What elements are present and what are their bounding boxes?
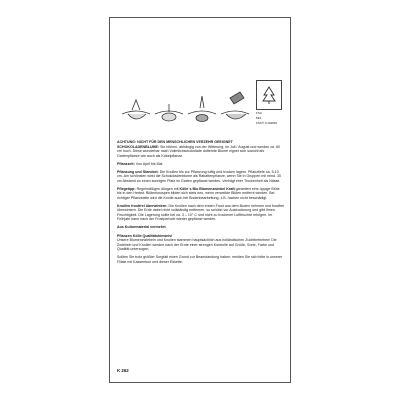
quality-paragraph (117, 234, 284, 252)
care-label: Pflegetipp: (117, 186, 136, 191)
planting-text: Die Knollen bis zur Pflanzung luftig und trocken lagern. Pflanztiefe ca. 5-10 cm. Am schönsten wirkt die Schokoladenblume als Rabattenpflanze, wenn Sie in Gruppen mit mind. 30 cm Abstand an einen sonnigen Platz im Garten gepflanzt werden. Verträgt eher Trockenheit als Nässe. (117, 169, 282, 183)
planting-steps-illustration (122, 80, 277, 132)
winter-paragraph (117, 204, 284, 222)
label-text (117, 140, 284, 268)
fsc-mix: MIX (256, 116, 262, 120)
care-text-1: Regelmäßiges düngen mit (135, 186, 180, 191)
planting-label: Pflanzung und Standort: (117, 169, 159, 174)
quality-heading: Pflanzen Kölle Qualitätshinweis! (117, 233, 173, 238)
care-paragraph (117, 187, 284, 201)
culture-note-text: Aus Kulturmaterial vermehrt. (117, 225, 167, 230)
fsc-logo (256, 80, 282, 134)
culture-note (117, 225, 284, 230)
warning-paragraph (117, 140, 284, 158)
winter-label: Knollen frostfrei überwintern: (117, 203, 168, 208)
planting-paragraph (117, 170, 284, 184)
fsc-tree-icon (256, 80, 282, 110)
care-product: Kölle´s Bio Blumenzwiebel Kraft (179, 186, 235, 191)
planting-time-label: Pflanzzeit: (117, 161, 135, 166)
fsc-label: FSC (256, 111, 262, 115)
complaint-text: Sollten Sie trotz größter Sorgfalt einen Grund zur Beanstandung haben, melden Sie sich bitte in unserer Filiale mit Kassenbon und dieser Etikette. (117, 255, 283, 264)
article-code: K 262 (117, 368, 129, 373)
label-card (109, 17, 291, 383)
planting-time-text: Von April bis Mai. (134, 161, 164, 166)
complaint-paragraph (117, 255, 284, 264)
winter-text: Die Knollen nach dem ersten Frost aus dem Boden nehmen und frostfrei überwintern. Die Erde dabei nicht vollständig entfernen, so schützt vor Austrocknung und gibt ihnen Feuchtigkeit. Die Lagerung sollte bei ca. 3 – 10° C und nicht zu trockener Luftfeuchte erfolgen. Im Frühjahr kann nach der Frostperiode wieder gepflanzt werden. (117, 203, 284, 222)
fsc-code: FSC® C104891 (256, 121, 278, 125)
warning-heading: ACHTUNG: NICHT FÜR DEN MENSCHLICHEN VERZEHR GEEIGNET (117, 140, 233, 144)
product-name: SCHOKOLADENBLUME: (117, 144, 160, 149)
intro-text: Sie blühen, abhängig von der Witterung, im Juli / August und werden ca. 60 cm hoch. Diese wunderbar nach Vollmilchschokolade duftende Blume eignet sich sowohl als Gartenpflanze wie auch als Kübelpflanze. (117, 144, 280, 158)
care-text-2: garantiert eine üppige Blüte bis in den Herbst. Blütenknospen bilden sich stets neu, wenn verwelkte Blüten entfernt werden. Bei richtiger Pflanzstelle wird die Knolle auch bei Bodenbearbeitung, z.B. hacken nicht beschädigt. (117, 186, 280, 200)
planting-time-paragraph (117, 162, 284, 167)
quality-text: Unsere Blumenzwiebeln und Knollen stammen hauptsächlich aus holländischen Zuchtbetrieben! Die Zwiebeln und Knollen werden nach der Ernte einer strengen Kontrolle auf Größe, Sorte, Farbe und Qualität unterzogen. (117, 238, 277, 252)
